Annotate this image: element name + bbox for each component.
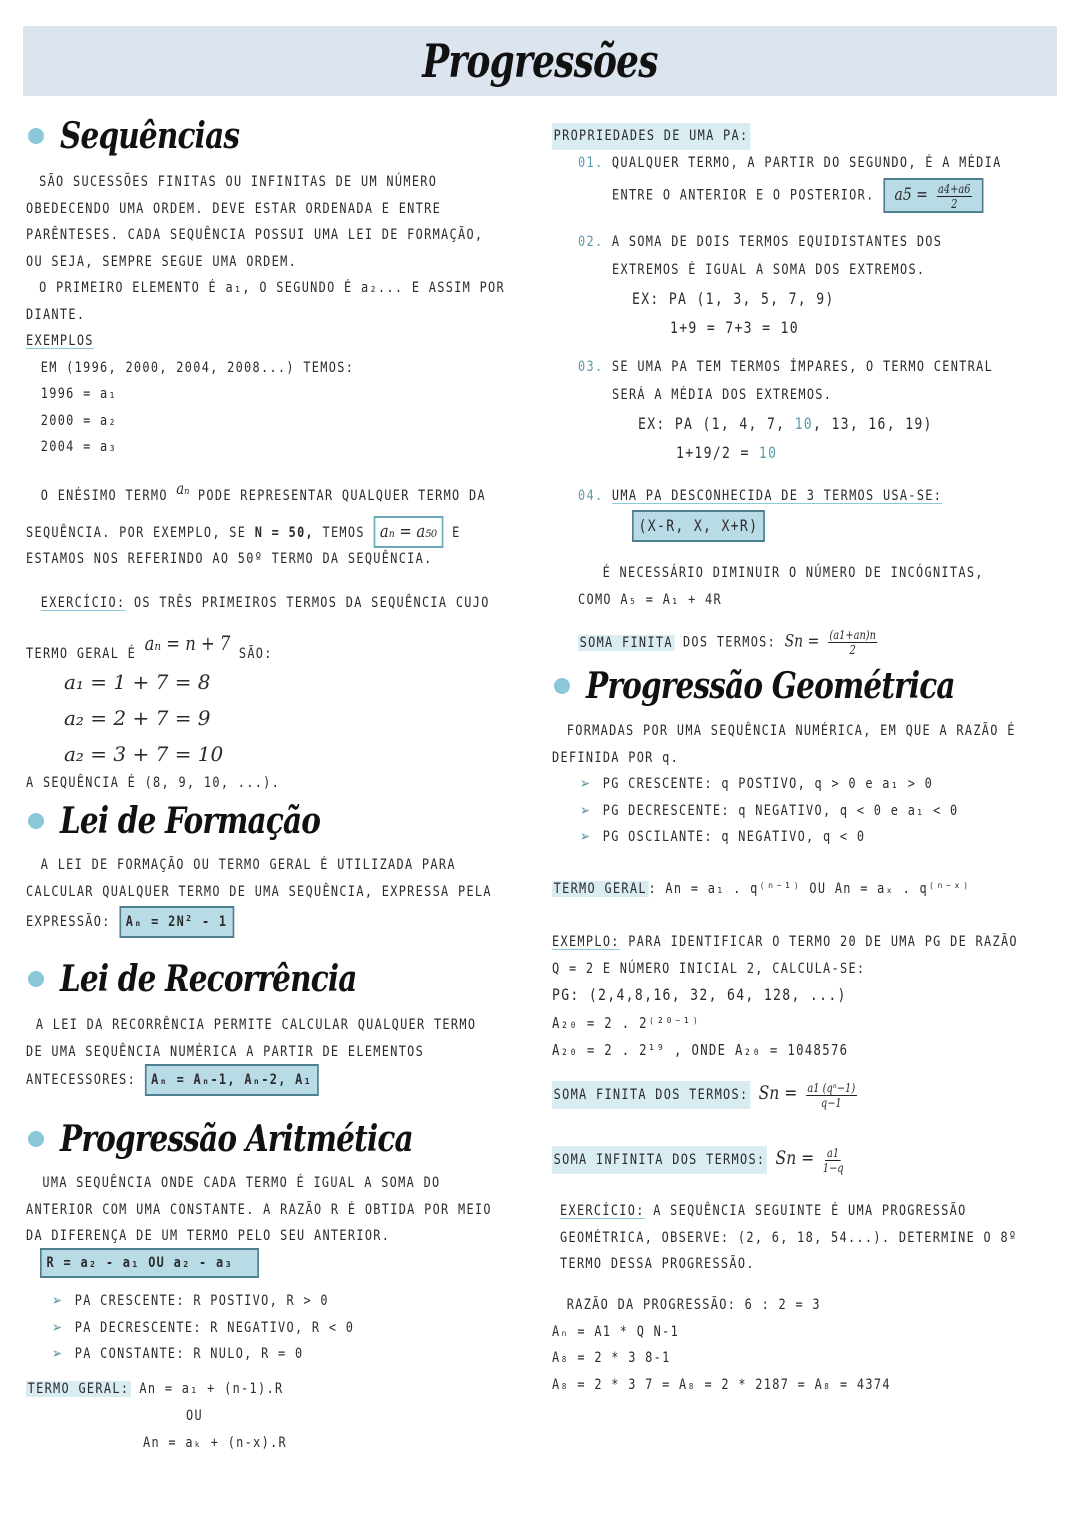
heading-sequencias: Sequências — [28, 115, 279, 157]
recurrence-formula-box: Aₙ = Aₙ-1, Aₙ-2, A₁ — [145, 1064, 319, 1096]
arrow-bullet-icon: ➢ — [52, 1293, 64, 1309]
bullet-dot-icon — [28, 1131, 44, 1147]
pa-general-term-label: TERMO GERAL: — [27, 1381, 130, 1397]
list-item: ➢ PG DECRESCENTE: q NEGATIVO, q < 0 e a₁ < 0 — [580, 802, 959, 819]
pg-types-list — [580, 771, 1042, 851]
examples-label: EXEMPLOS — [26, 333, 94, 349]
arrow-bullet-icon: ➢ — [580, 829, 592, 845]
property-03: 03. SE UMA PA TEM TERMOS ÍMPARES, O TERMO CENTRAL — [578, 359, 994, 375]
heading-lei-de-recorrencia: Lei de Recorrência — [28, 958, 422, 1000]
list-item: ➢ PA CRESCENTE: R POSTIVO, R > 0 — [52, 1293, 329, 1309]
pg-example: EXEMPLO: PARA IDENTIFICAR O TERMO 20 DE UMA PG DE RAZÃO Q = 2 E NÚMERO INICIAL 2, CALCULA-SE: PG: (2,4,8,16, 32, 64, 128, ...) A₂₀ = 2 . 2⁽²⁰⁻¹⁾ A₂₀ = 2 . 2¹⁹ , ONDE A₂₀ = 1048576 — [552, 934, 1018, 1059]
bullet-dot-icon — [28, 813, 44, 829]
page-title: Progressões — [422, 34, 658, 88]
bullet-dot-icon — [554, 678, 570, 694]
pg-finite-sum: SOMA FINITA DOS TERMOS: Sn = $\frac{\text{a1 (qⁿ−1)}}{q-1}$ — [553, 1080, 856, 1110]
list-item: ➢ PG CRESCENTE: q POSTIVO, q > 0 e a₁ > 0 — [580, 776, 934, 792]
pg-exercise: EXERCÍCIO: A SEQUÊNCIA SEGUINTE É UMA PROGRESSÃO GEOMÉTRICA, OBSERVE: (2, 6, 18, 54...). DETERMINE O 8º TERMO DESSA PROGRESSÃO. — [560, 1203, 1018, 1272]
heading-progressao-aritmetica: Progressão Aritmética — [28, 1118, 490, 1160]
heading-progressao-geometrica: Progressão Geométrica — [554, 665, 1036, 707]
an-equals-a50-box: aₙ = a₅₀ — [373, 516, 443, 548]
arrow-bullet-icon: ➢ — [580, 802, 592, 819]
exercise-block: EXERCÍCIO: OS TRÊS PRIMEIROS TERMOS DA SEQUÊNCIA CUJO — [40, 595, 490, 611]
pa-properties-label: PROPRIEDADES DE UMA PA: — [552, 123, 750, 150]
exercise-label: EXERCÍCIO: — [40, 595, 126, 611]
pa-finite-sum: SOMA FINITA DOS TERMOS: Sn = $\frac{(a1+an)n}{2}$ — [579, 628, 876, 657]
enesimo-paragraph: O ENÉSIMO TERMO aₙ PODE REPRESENTAR QUALQUER TERMO DA — [40, 479, 486, 504]
exercise-steps: a₁ = 1 + 7 = 8 a₂ = 2 + 7 = 9 a₂ = 3 + 7 = 10 — [64, 670, 224, 766]
formation-formula-box: Aₙ = 2N² - 1 — [119, 906, 234, 938]
sequencias-paragraph: SÃO SUCESSÕES FINITAS OU INFINITAS DE UM NÚMERO OBEDECENDO UMA ORDEM. DEVE ESTAR ORDENADA E ENTRE PARÊNTESES. CADA SEQUÊNCIA POSSUI UMA LEI DE FORMAÇÃO, OU SEJA, SEMPRE SEGUE UMA ORDEM. O PRIMEIRO ELEMENTO É a₁, O SEGUNDO É a₂... E ASSIM POR DIANTE. EXEMPLOS EM (1996, 2000, 2004, 2008...) TEMOS: 1996 = a₁ 2000 = a₂ 2004 = a₃ — [26, 174, 505, 455]
pg-general-term: TERMO GERAL : An = a₁ . q⁽ⁿ⁻¹⁾ OU An = aₓ . q⁽ⁿ⁻ˣ⁾ — [553, 881, 971, 897]
property-01: 01. QUALQUER TERMO, A PARTIR DO SEGUNDO, É A MÉDIA — [578, 155, 1002, 171]
list-item: ➢ PA CONSTANTE: R NULO, R = 0 — [52, 1346, 304, 1362]
ratio-formula-box: R = a₂ - a₁ OU a₂ - a₃ — [40, 1248, 259, 1278]
arrow-bullet-icon: ➢ — [52, 1319, 64, 1336]
pg-infinite-sum: SOMA INFINITA DOS TERMOS: Sn = $\frac{a1}{1-q}$ — [553, 1145, 844, 1175]
title-banner — [23, 26, 1057, 96]
heading-lei-de-formacao: Lei de Formação — [28, 800, 377, 842]
arrow-bullet-icon: ➢ — [52, 1346, 64, 1362]
average-formula-box: a5 = $\frac{a4+a6}{2}$ — [883, 178, 984, 213]
bullet-dot-icon — [28, 128, 44, 144]
property-04: 04. UMA PA DESCONHECIDA DE 3 TERMOS USA-SE: — [578, 488, 943, 504]
list-item: ➢ PG OSCILANTE: q NEGATIVO, q < 0 — [580, 829, 866, 845]
pg-exercise-solution: RAZÃO DA PROGRESSÃO: 6 : 2 = 3 Aₙ = A1 * Q N-1 A₈ = 2 * 3 8-1 A₈ = 2 * 3 7 = A₈ = 2 * 2187 = A₈ = 4374 — [552, 1297, 891, 1393]
unknown-pa-box: (X-R, X, X+R) — [632, 510, 765, 542]
property-02: 02. A SOMA DE DOIS TERMOS EQUIDISTANTES DOS — [578, 234, 943, 250]
list-item: ➢ PA DECRESCENTE: R NEGATIVO, R < 0 — [52, 1319, 355, 1336]
bullet-dot-icon — [28, 971, 44, 987]
arrow-bullet-icon: ➢ — [580, 776, 592, 792]
pa-types-list — [52, 1288, 421, 1368]
